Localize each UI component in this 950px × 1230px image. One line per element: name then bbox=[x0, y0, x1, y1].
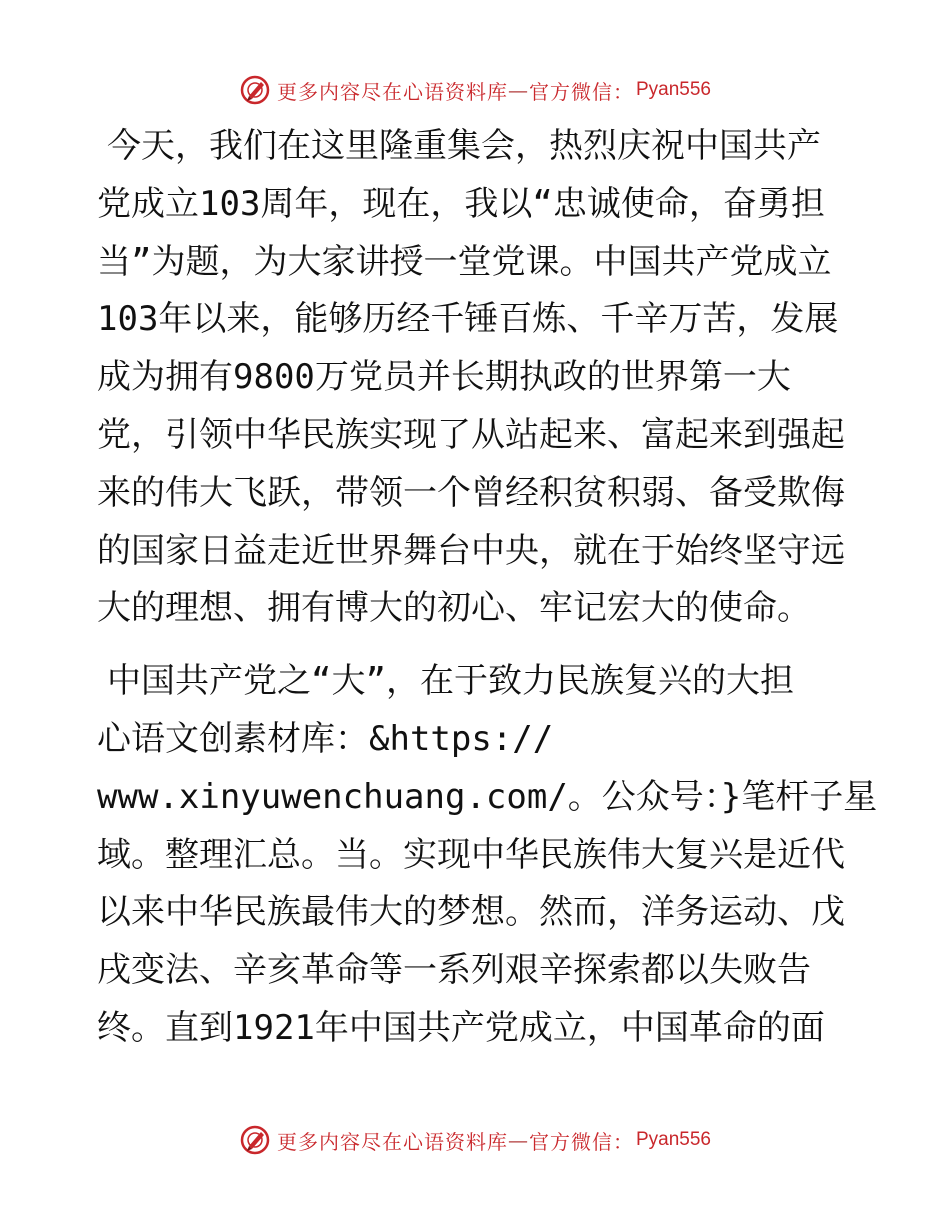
footer-banner bbox=[0, 1120, 950, 1160]
paragraph-gap bbox=[97, 638, 857, 653]
header-banner-text: 更多内容尽在心语资料库 bbox=[276, 79, 508, 104]
footer-banner-separator: — bbox=[507, 1128, 529, 1152]
text-line: 今天，我们在这里隆重集会，热烈庆祝中国共产 bbox=[107, 126, 821, 166]
header-wechat-label: 官方微信： bbox=[528, 79, 634, 104]
text-line: 中国共产党之“大”，在于致力民族复兴的大担 bbox=[107, 661, 794, 702]
pen-logo-icon bbox=[239, 1124, 271, 1156]
text-line: 103年以来，能够历经千锤百炼、千辛万苦，发展 bbox=[97, 299, 839, 340]
header-banner-separator: — bbox=[507, 78, 529, 102]
text-line: 成为拥有9800万党员并长期执政的世界第一大 bbox=[97, 357, 791, 398]
text-line: 戌变法、辛亥革命等一系列艰辛探索都以失败告 bbox=[97, 950, 811, 991]
paragraph-2 bbox=[97, 653, 878, 1058]
text-line: 来的伟大飞跃，带领一个曾经积贫积弱、备受欺侮 bbox=[97, 472, 845, 513]
text-line: 党成立103周年，现在，我以“忠诚使命，奋勇担 bbox=[97, 183, 825, 224]
text-line: www.xinyuwenchuang.com/。公众号：}笔杆子星 bbox=[97, 776, 878, 817]
text-line: 域。整理汇总。当。实现中华民族伟大复兴是近代 bbox=[97, 834, 845, 875]
text-line: 终。直到1921年中国共产党成立，中国革命的面 bbox=[97, 1007, 825, 1048]
text-line: 以来中华民族最伟大的梦想。然而，洋务运动、戊 bbox=[97, 892, 845, 933]
text-line: 大的理想、拥有博大的初心、牢记宏大的使命。 bbox=[97, 588, 811, 629]
text-line: 心语文创素材库：&https:// bbox=[97, 718, 554, 759]
text-line: 当”为题，为大家讲授一堂党课。中国共产党成立 bbox=[97, 241, 832, 282]
pen-logo-icon bbox=[239, 74, 271, 106]
text-line: 的国家日益走近世界舞台中央，就在于始终坚守远 bbox=[97, 530, 845, 571]
paragraph-1 bbox=[97, 118, 857, 638]
header-wechat-account: Pyan556 bbox=[635, 79, 711, 100]
text-line: 党，引领中华民族实现了从站起来、富起来到强起 bbox=[97, 414, 845, 455]
footer-wechat-account: Pyan556 bbox=[635, 1129, 711, 1150]
footer-banner-text: 更多内容尽在心语资料库 bbox=[276, 1129, 508, 1154]
header-banner bbox=[0, 70, 950, 110]
footer-wechat-label: 官方微信： bbox=[528, 1129, 634, 1154]
document-body bbox=[97, 118, 878, 1058]
